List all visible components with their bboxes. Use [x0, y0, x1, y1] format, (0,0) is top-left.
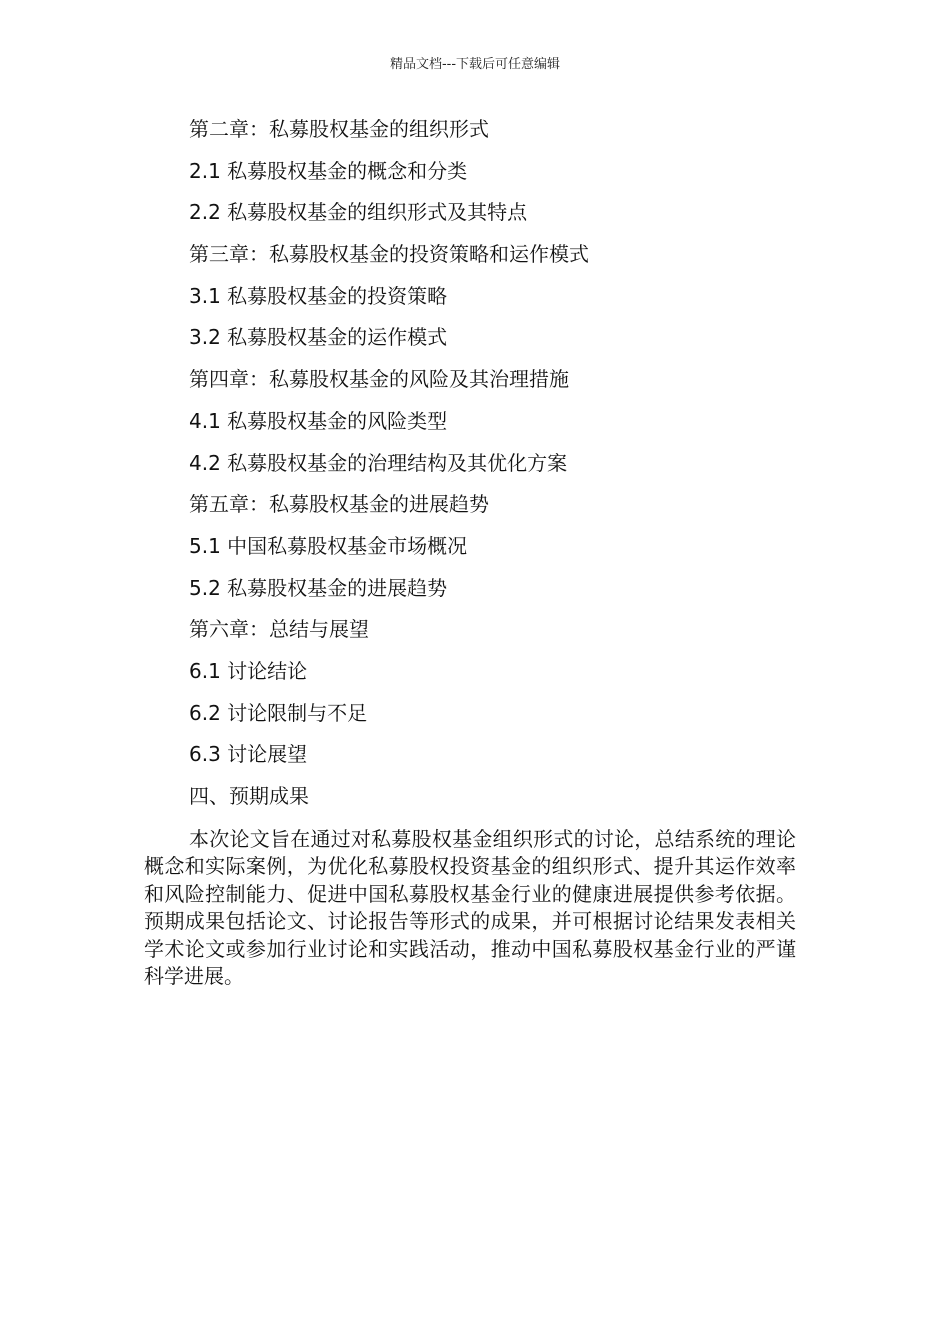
- outline-item: 第四章：私募股权基金的风险及其治理措施: [189, 367, 569, 392]
- outline-item: 4.1 私募股权基金的风险类型: [189, 408, 448, 433]
- outline-item: 6.2 讨论限制与不足: [189, 700, 368, 725]
- outline-item: 6.3 讨论展望: [189, 742, 308, 767]
- outline-item: 6.1 讨论结论: [189, 658, 308, 683]
- outline-item: 第三章：私募股权基金的投资策略和运作模式: [189, 242, 589, 267]
- outline-item: 5.2 私募股权基金的进展趋势: [189, 575, 448, 600]
- page-header: 精品文档---下载后可任意编辑: [389, 57, 561, 72]
- outline-item: 3.1 私募股权基金的投资策略: [189, 283, 448, 308]
- outline-item: 第六章：总结与展望: [189, 617, 369, 642]
- outline-item: 第二章：私募股权基金的组织形式: [189, 117, 489, 141]
- outline-item: 4.2 私募股权基金的治理结构及其优化方案: [189, 450, 568, 475]
- section-heading: 四、预期成果: [189, 784, 309, 808]
- outline-list: [189, 115, 809, 824]
- outline-item: 2.1 私募股权基金的概念和分类: [189, 158, 468, 183]
- outline-item: 第五章：私募股权基金的进展趋势: [189, 492, 489, 517]
- body-paragraph: 本次论文旨在通过对私募股权基金组织形式的讨论，总结系统的理论概念和实际案例，为优化私募股权投资基金的组织形式、提升其运作效率和风险控制能力、促进中国私募股权基金行业的健康进展提供参考依据。预期成果包括论文、讨论报告等形式的成果，并可根据讨论结果发表相关学术论文或参加行业讨论和实践活动，推动中国私募股权基金行业的严谨科学进展。: [144, 827, 796, 989]
- outline-item: 3.2 私募股权基金的运作模式: [189, 325, 448, 350]
- outline-item: 2.2 私募股权基金的组织形式及其特点: [189, 200, 528, 225]
- outline-item: 5.1 中国私募股权基金市场概况: [189, 533, 468, 558]
